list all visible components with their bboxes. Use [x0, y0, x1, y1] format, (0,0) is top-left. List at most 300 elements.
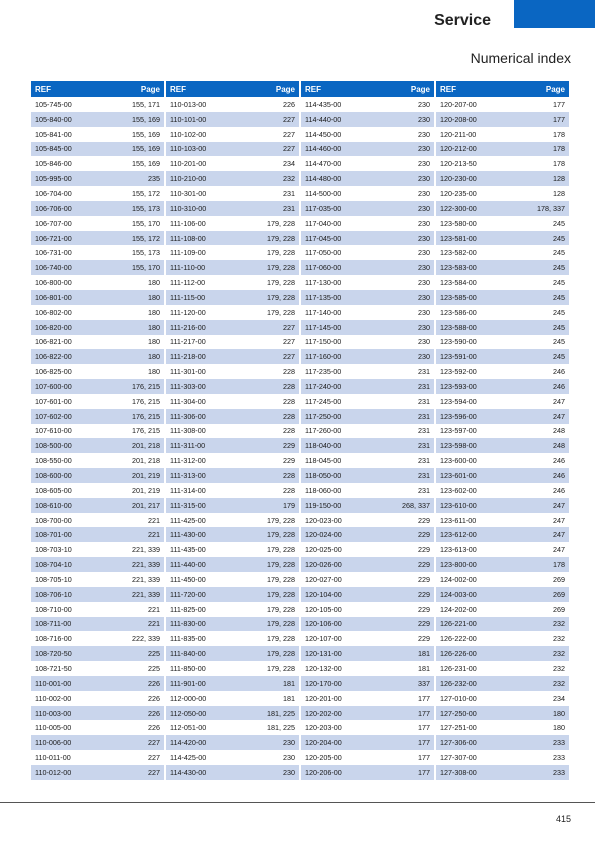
- page-reference: 221: [148, 515, 160, 525]
- ref-number: 106-706-00: [35, 203, 72, 213]
- ref-number: 108-721-50: [35, 663, 72, 673]
- table-row: [31, 142, 164, 157]
- ref-number: 107-602-00: [35, 411, 72, 421]
- ref-number: 114-425-00: [170, 753, 207, 763]
- ref-number: 126-231-00: [440, 663, 477, 673]
- ref-number: 110-001-00: [35, 678, 72, 688]
- table-row: [31, 305, 164, 320]
- table-row: [166, 438, 299, 453]
- table-row: [31, 542, 164, 557]
- ref-number: 112-000-00: [170, 693, 207, 703]
- table-row: [301, 735, 434, 750]
- table-row: [31, 409, 164, 424]
- table-row: [436, 735, 569, 750]
- ref-number: 110-011-00: [35, 753, 71, 763]
- ref-number: 110-301-00: [170, 188, 207, 198]
- table-row: [301, 245, 434, 260]
- page-reference: 128: [553, 188, 565, 198]
- ref-number: 114-435-00: [305, 99, 342, 109]
- page-reference: 177: [553, 114, 565, 124]
- page-header: Page: [140, 84, 160, 94]
- ref-number: 106-704-00: [35, 188, 72, 198]
- table-row: [301, 97, 434, 112]
- ref-number: 114-430-00: [170, 767, 207, 777]
- table-row: [166, 290, 299, 305]
- ref-number: 120-202-00: [305, 708, 342, 718]
- ref-number: 107-600-00: [35, 381, 72, 391]
- page-reference: 231: [283, 188, 295, 198]
- page-reference: 180: [148, 292, 160, 302]
- page-reference: 155, 173: [132, 248, 160, 258]
- ref-number: 120-206-00: [305, 767, 342, 777]
- page-reference: 235: [148, 174, 160, 184]
- page-reference: 247: [553, 411, 565, 421]
- table-row: [301, 720, 434, 735]
- page-reference: 179, 228: [267, 218, 295, 228]
- page-reference: 179, 228: [267, 619, 295, 629]
- page-reference: 231: [418, 441, 430, 451]
- table-row: [301, 661, 434, 676]
- table-row: [436, 171, 569, 186]
- ref-header: REF: [305, 84, 321, 94]
- page-reference: 231: [418, 456, 430, 466]
- table-row: [166, 631, 299, 646]
- table-row: [301, 453, 434, 468]
- ref-number: 110-006-00: [35, 738, 72, 748]
- table-row: [166, 617, 299, 632]
- ref-number: 111-313-00: [170, 471, 206, 481]
- table-row: [31, 127, 164, 142]
- ref-number: 107-610-00: [35, 426, 72, 436]
- ref-number: 108-703-10: [35, 545, 72, 555]
- page-reference: 246: [553, 485, 565, 495]
- page-reference: 230: [418, 322, 430, 332]
- ref-number: 123-611-00: [440, 515, 477, 525]
- ref-number: 106-822-00: [35, 352, 72, 362]
- ref-number: 118-050-00: [305, 471, 342, 481]
- table-row: [436, 186, 569, 201]
- ref-number: 110-210-00: [170, 174, 207, 184]
- page-reference: 155, 169: [132, 114, 160, 124]
- table-row: [436, 602, 569, 617]
- page-header: Page: [410, 84, 430, 94]
- index-column-3: [301, 81, 434, 780]
- table-row: [301, 290, 434, 305]
- ref-number: 111-108-00: [170, 233, 206, 243]
- table-row: [301, 438, 434, 453]
- table-row: [301, 127, 434, 142]
- table-row: [166, 201, 299, 216]
- table-row: [166, 320, 299, 335]
- ref-number: 111-825-00: [170, 604, 206, 614]
- table-row: [436, 231, 569, 246]
- ref-number: 111-430-00: [170, 530, 206, 540]
- ref-number: 105-845-00: [35, 144, 72, 154]
- table-row: [166, 661, 299, 676]
- table-row: [166, 186, 299, 201]
- page-reference: 177: [418, 767, 430, 777]
- table-row: [436, 691, 569, 706]
- page-reference: 245: [553, 337, 565, 347]
- page-reference: 228: [283, 411, 295, 421]
- table-row: [436, 142, 569, 157]
- ref-number: 111-109-00: [170, 248, 206, 258]
- table-row: [301, 142, 434, 157]
- ref-number: 108-710-00: [35, 604, 72, 614]
- page-reference: 227: [283, 114, 295, 124]
- ref-number: 123-583-00: [440, 263, 477, 273]
- page-reference: 201, 218: [132, 441, 160, 451]
- ref-number: 111-450-00: [170, 574, 206, 584]
- page-reference: 248: [553, 441, 565, 451]
- page-number: 415: [555, 814, 571, 824]
- table-row: [166, 231, 299, 246]
- table-row: [301, 394, 434, 409]
- table-row: [301, 498, 434, 513]
- table-row: [436, 453, 569, 468]
- table-row: [166, 602, 299, 617]
- page-reference: 177: [553, 99, 565, 109]
- page-reference: 177: [418, 753, 430, 763]
- ref-number: 123-588-00: [440, 322, 477, 332]
- table-row: [436, 468, 569, 483]
- ref-number: 117-160-00: [305, 352, 342, 362]
- page-reference: 179, 228: [267, 530, 295, 540]
- page-reference: 230: [418, 203, 430, 213]
- table-row: [436, 557, 569, 572]
- ref-number: 106-721-00: [35, 233, 72, 243]
- page-reference: 229: [418, 604, 430, 614]
- table-row: [166, 572, 299, 587]
- table-row: [31, 260, 164, 275]
- ref-number: 126-222-00: [440, 634, 477, 644]
- table-row: [436, 201, 569, 216]
- ref-number: 120-026-00: [305, 560, 342, 570]
- page-reference: 227: [283, 352, 295, 362]
- page-reference: 227: [283, 322, 295, 332]
- column-header: [31, 81, 164, 97]
- table-row: [436, 483, 569, 498]
- table-row: [436, 661, 569, 676]
- table-row: [166, 676, 299, 691]
- table-row: [31, 216, 164, 231]
- ref-number: 105-840-00: [35, 114, 72, 124]
- table-row: [31, 661, 164, 676]
- page-reference: 247: [553, 545, 565, 555]
- page-reference: 155, 171: [132, 99, 160, 109]
- page-reference: 179, 228: [267, 574, 295, 584]
- page-reference: 178: [553, 159, 565, 169]
- table-row: [166, 527, 299, 542]
- ref-number: 123-593-00: [440, 381, 477, 391]
- page-reference: 155, 169: [132, 159, 160, 169]
- table-row: [436, 379, 569, 394]
- table-row: [301, 186, 434, 201]
- ref-number: 108-716-00: [35, 634, 72, 644]
- page-reference: 180: [148, 367, 160, 377]
- ref-header: REF: [440, 84, 456, 94]
- ref-number: 108-704-10: [35, 560, 72, 570]
- page-reference: 269: [553, 589, 565, 599]
- page-reference: 155, 170: [132, 263, 160, 273]
- page-reference: 227: [148, 767, 160, 777]
- table-row: [436, 216, 569, 231]
- ref-number: 117-235-00: [305, 367, 342, 377]
- section-title: Service: [434, 12, 491, 29]
- ref-number: 123-598-00: [440, 441, 477, 451]
- ref-number: 111-308-00: [170, 426, 206, 436]
- ref-number: 114-450-00: [305, 129, 342, 139]
- table-row: [31, 320, 164, 335]
- table-row: [166, 171, 299, 186]
- table-row: [31, 349, 164, 364]
- ref-number: 120-203-00: [305, 723, 342, 733]
- ref-number: 120-025-00: [305, 545, 342, 555]
- ref-number: 120-230-00: [440, 174, 477, 184]
- table-row: [31, 646, 164, 661]
- page-reference: 155, 172: [132, 233, 160, 243]
- table-row: [166, 216, 299, 231]
- table-row: [166, 735, 299, 750]
- table-row: [436, 112, 569, 127]
- ref-number: 117-245-00: [305, 396, 342, 406]
- ref-number: 111-840-00: [170, 649, 206, 659]
- ref-number: 108-700-00: [35, 515, 72, 525]
- page-reference: 225: [148, 663, 160, 673]
- table-row: [31, 735, 164, 750]
- ref-number: 111-110-00: [170, 263, 206, 273]
- table-row: [31, 691, 164, 706]
- page-reference: 232: [553, 678, 565, 688]
- table-row: [436, 127, 569, 142]
- ref-number: 106-802-00: [35, 307, 72, 317]
- page-reference: 247: [553, 500, 565, 510]
- page-reference: 181: [418, 663, 430, 673]
- ref-number: 111-106-00: [170, 218, 206, 228]
- page-reference: 180: [553, 723, 565, 733]
- table-row: [166, 394, 299, 409]
- page-reference: 177: [418, 708, 430, 718]
- ref-number: 127-251-00: [440, 723, 477, 733]
- table-row: [166, 468, 299, 483]
- ref-number: 118-040-00: [305, 441, 342, 451]
- ref-number: 127-250-00: [440, 708, 477, 718]
- table-row: [166, 498, 299, 513]
- page-reference: 177: [418, 693, 430, 703]
- page-reference: 228: [283, 381, 295, 391]
- page-reference: 230: [418, 307, 430, 317]
- ref-number: 120-107-00: [305, 634, 342, 644]
- ref-number: 111-314-00: [170, 485, 206, 495]
- page-reference: 177: [418, 723, 430, 733]
- page-reference: 179, 228: [267, 278, 295, 288]
- table-row: [301, 201, 434, 216]
- page-reference: 177: [418, 738, 430, 748]
- page-reference: 245: [553, 263, 565, 273]
- page-reference: 181: [283, 678, 295, 688]
- ref-number: 123-580-00: [440, 218, 477, 228]
- page-reference: 180: [148, 352, 160, 362]
- page-reference: 221, 339: [132, 574, 160, 584]
- page-reference: 230: [418, 144, 430, 154]
- ref-number: 111-835-00: [170, 634, 206, 644]
- table-row: [436, 275, 569, 290]
- ref-number: 120-213-50: [440, 159, 477, 169]
- table-row: [436, 513, 569, 528]
- ref-number: 111-217-00: [170, 337, 206, 347]
- table-row: [166, 142, 299, 157]
- page-reference: 226: [148, 693, 160, 703]
- table-row: [31, 706, 164, 721]
- table-row: [166, 424, 299, 439]
- table-row: [31, 438, 164, 453]
- table-row: [436, 706, 569, 721]
- ref-number: 123-581-00: [440, 233, 477, 243]
- table-row: [31, 572, 164, 587]
- table-row: [31, 557, 164, 572]
- table-row: [436, 572, 569, 587]
- ref-number: 123-585-00: [440, 292, 477, 302]
- footer-divider: [0, 802, 595, 803]
- table-row: [31, 498, 164, 513]
- table-row: [436, 290, 569, 305]
- ref-number: 120-131-00: [305, 649, 342, 659]
- table-row: [166, 720, 299, 735]
- page-reference: 228: [283, 396, 295, 406]
- ref-number: 120-201-00: [305, 693, 342, 703]
- ref-number: 108-711-00: [35, 619, 72, 629]
- ref-number: 105-846-00: [35, 159, 72, 169]
- section-color-tab: [514, 0, 595, 28]
- page-reference: 155, 170: [132, 218, 160, 228]
- page-reference: 180: [553, 708, 565, 718]
- ref-number: 120-235-00: [440, 188, 477, 198]
- table-row: [31, 245, 164, 260]
- page-reference: 231: [418, 485, 430, 495]
- ref-number: 118-060-00: [305, 485, 342, 495]
- ref-number: 120-105-00: [305, 604, 342, 614]
- page-reference: 228: [283, 485, 295, 495]
- table-row: [301, 156, 434, 171]
- table-row: [436, 364, 569, 379]
- table-row: [166, 260, 299, 275]
- page-reference: 229: [283, 441, 295, 451]
- table-row: [31, 513, 164, 528]
- ref-number: 114-440-00: [305, 114, 342, 124]
- ref-number: 120-205-00: [305, 753, 342, 763]
- table-row: [301, 542, 434, 557]
- table-row: [301, 617, 434, 632]
- table-row: [436, 335, 569, 350]
- page-reference: 245: [553, 352, 565, 362]
- page-reference: 246: [553, 456, 565, 466]
- ref-number: 108-720-50: [35, 649, 72, 659]
- ref-number: 108-605-00: [35, 485, 72, 495]
- table-row: [301, 349, 434, 364]
- ref-number: 111-304-00: [170, 396, 206, 406]
- ref-number: 108-706-10: [35, 589, 72, 599]
- table-row: [436, 750, 569, 765]
- table-row: [301, 765, 434, 780]
- page-reference: 230: [418, 99, 430, 109]
- page-reference: 230: [418, 114, 430, 124]
- ref-number: 123-600-00: [440, 456, 477, 466]
- ref-header: REF: [170, 84, 186, 94]
- page-reference: 229: [418, 560, 430, 570]
- ref-number: 117-140-00: [305, 307, 342, 317]
- page-reference: 181, 225: [267, 708, 295, 718]
- ref-number: 119-150-00: [305, 500, 342, 510]
- page-reference: 268, 337: [402, 500, 430, 510]
- ref-number: 120-211-00: [440, 129, 477, 139]
- ref-number: 117-135-00: [305, 292, 342, 302]
- ref-number: 111-115-00: [170, 292, 206, 302]
- table-row: [436, 305, 569, 320]
- table-row: [301, 409, 434, 424]
- page-reference: 245: [553, 248, 565, 258]
- table-row: [31, 483, 164, 498]
- page-header: Page: [545, 84, 565, 94]
- ref-number: 123-613-00: [440, 545, 477, 555]
- page-reference: 229: [418, 619, 430, 629]
- table-row: [301, 483, 434, 498]
- ref-header: REF: [35, 84, 51, 94]
- table-row: [31, 97, 164, 112]
- page-reference: 179, 228: [267, 634, 295, 644]
- table-row: [301, 216, 434, 231]
- table-row: [301, 527, 434, 542]
- table-row: [301, 572, 434, 587]
- ref-number: 120-132-00: [305, 663, 342, 673]
- page-reference: 230: [418, 278, 430, 288]
- ref-number: 106-800-00: [35, 278, 72, 288]
- table-row: [301, 275, 434, 290]
- table-row: [31, 527, 164, 542]
- table-row: [31, 156, 164, 171]
- ref-number: 120-104-00: [305, 589, 342, 599]
- table-row: [301, 335, 434, 350]
- table-row: [31, 765, 164, 780]
- page-reference: 179, 228: [267, 307, 295, 317]
- page-reference: 245: [553, 233, 565, 243]
- page-reference: 232: [553, 619, 565, 629]
- page-reference: 176, 215: [132, 396, 160, 406]
- ref-number: 123-594-00: [440, 396, 477, 406]
- page-reference: 230: [418, 248, 430, 258]
- ref-number: 117-040-00: [305, 218, 342, 228]
- page-reference: 222, 339: [132, 634, 160, 644]
- page-reference: 201, 219: [132, 485, 160, 495]
- table-row: [31, 379, 164, 394]
- ref-number: 114-420-00: [170, 738, 207, 748]
- ref-number: 108-500-00: [35, 441, 72, 451]
- ref-number: 110-012-00: [35, 767, 72, 777]
- column-header: [166, 81, 299, 97]
- ref-number: 111-216-00: [170, 322, 206, 332]
- ref-number: 110-310-00: [170, 203, 207, 213]
- ref-number: 114-460-00: [305, 144, 342, 154]
- ref-number: 123-612-00: [440, 530, 477, 540]
- ref-number: 120-024-00: [305, 530, 342, 540]
- table-row: [166, 587, 299, 602]
- page-reference: 155, 169: [132, 144, 160, 154]
- page-reference: 228: [283, 367, 295, 377]
- page-reference: 180: [148, 322, 160, 332]
- page-reference: 229: [418, 530, 430, 540]
- page-reference: 226: [283, 99, 295, 109]
- table-row: [436, 260, 569, 275]
- ref-number: 123-582-00: [440, 248, 477, 258]
